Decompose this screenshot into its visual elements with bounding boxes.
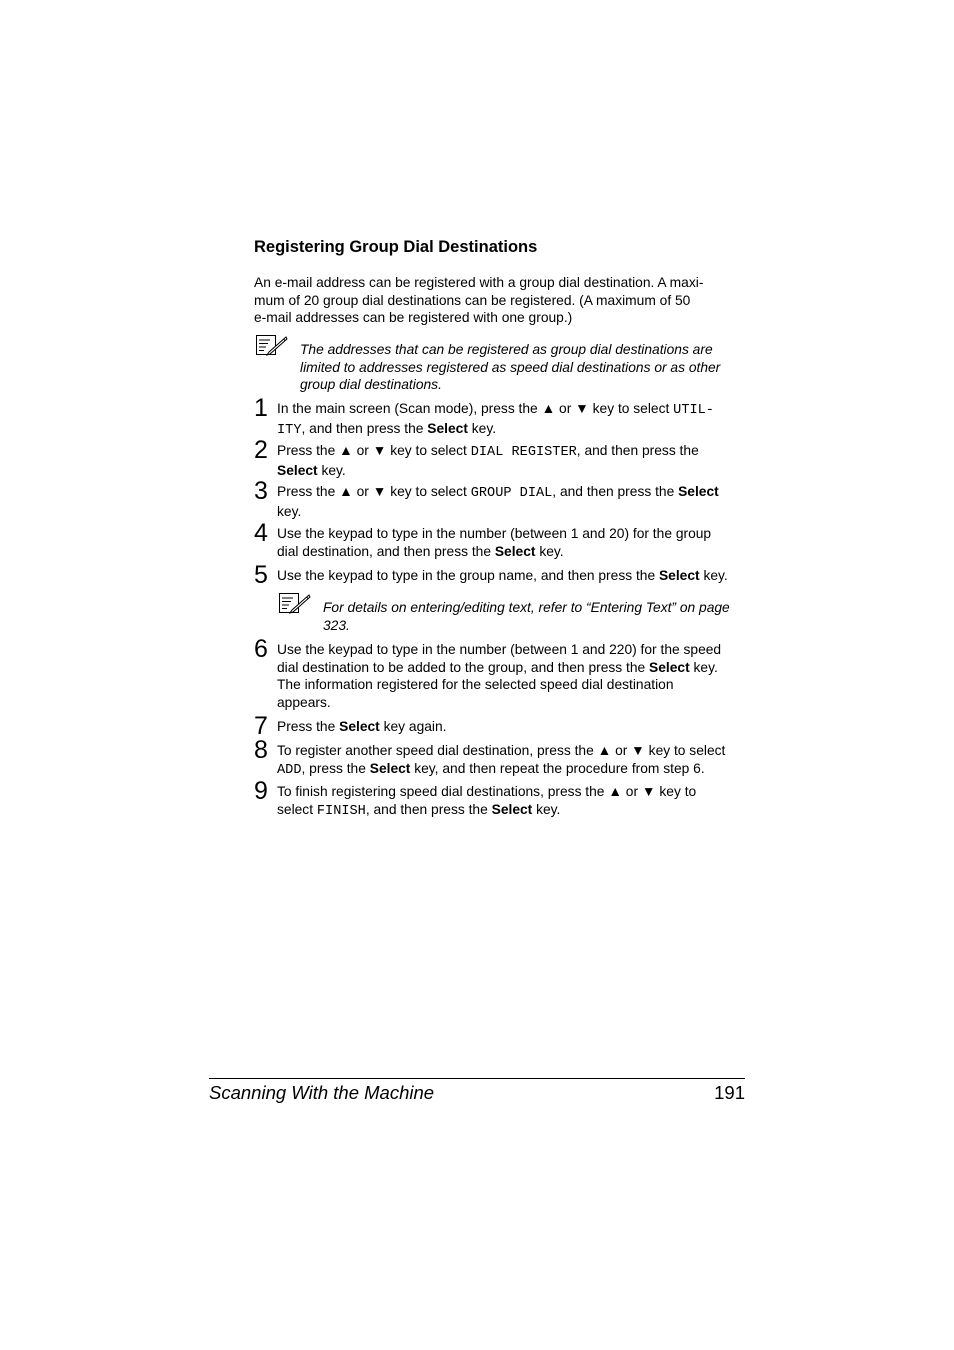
note-line: limited to addresses registered as speed dial destinations or as other [300,359,721,375]
step-text-part: Use the keypad to type in the group name, and then press the [277,568,659,583]
step-text [277,783,749,820]
display-text: UTIL- [673,403,714,418]
step-text-part: To register another speed dial destination, press the ▲ or ▼ key to select [277,743,726,758]
key-name: Select [427,420,468,436]
intro-line: An e-mail address can be registered with a group dial destination. A maxi- [254,275,704,290]
step-text [277,742,749,779]
note-line: The addresses that can be registered as group dial destinations are [300,342,713,357]
step-text-part: Press the ▲ or ▼ key to select [277,443,471,458]
note-pencil-icon [255,334,289,356]
step-number: 4 [254,519,268,547]
intro-paragraph [254,274,734,327]
key-name: Select [369,760,411,776]
step-text-part: key. [467,420,497,436]
display-text: ITY [277,422,302,438]
step-number: 3 [254,477,268,505]
step-text [277,718,749,736]
note-text [323,599,753,634]
step-number: 7 [254,712,268,740]
key-name: Select [658,568,700,583]
step-number: 6 [254,635,268,663]
display-text: GROUP DIAL [470,486,553,501]
footer-title: Scanning With the Machine [209,1082,435,1103]
step-text-part: , and then press the [301,420,428,436]
intro-line: mum of 20 group dial destinations can be registered. (A maximum of 50 [254,292,691,308]
step-text-part: , and then press the [552,484,679,499]
key-name: Select [277,462,318,478]
step-number: 2 [254,436,268,464]
key-name: Select [339,719,380,734]
step-text-part: , and then press the [365,801,492,817]
step-number: 5 [254,561,268,589]
step-text-part: key. [532,801,561,817]
step-text [277,641,749,711]
step-text-part: Press the ▲ or ▼ key to select [277,484,471,499]
step-text-part: key. [317,462,346,478]
step-text-part: key, and then repeat the procedure from step 6. [410,760,705,776]
step-text-part: In the main screen (Scan mode), press the ▲ or ▼ key to select [277,401,674,416]
note-pencil-icon [278,592,312,614]
step-text-part: , and then press the [576,443,699,458]
step-number: 9 [254,777,268,805]
step-number: 1 [254,394,268,422]
step-text-part: To finish registering speed dial destinations, press the ▲ or ▼ key to [277,784,697,799]
step-text [277,442,749,479]
page-number: 191 [714,1082,745,1103]
note-line: For details on entering/editing text, refer to “Entering Text” on page [323,600,730,615]
key-name: Select [649,659,690,675]
step-text-part: select [277,801,317,817]
step-text [277,567,749,585]
step-text [277,525,749,560]
display-text: DIAL REGISTER [470,445,577,460]
section-heading: Registering Group Dial Destinations [254,238,538,256]
footer-divider [209,1078,745,1079]
step-text-part: Use the keypad to type in the number (between 1 and 20) for the group [277,526,712,541]
step-text-part: Use the keypad to type in the number (between 1 and 220) for the speed [277,642,722,657]
step-text-part: appears. [277,694,331,710]
intro-line: e-mail addresses can be registered with one group.) [254,310,573,326]
step-text-part: dial destination, and then press the [277,543,495,559]
note-line: 323. [323,617,350,633]
display-text: FINISH [316,803,366,819]
step-text-part: key. [689,659,718,675]
step-number: 8 [254,736,268,764]
step-text [277,400,749,439]
step-text-part: dial destination to be added to the group, and then press the [277,659,650,675]
step-text-part: key. [535,543,564,559]
step-text-part: Press the [277,719,340,734]
display-text: ADD [277,762,302,778]
key-name: Select [491,801,533,817]
step-text-part: key. [277,503,302,519]
note-line: group dial destinations. [300,377,442,393]
step-text-part: key again. [379,719,447,734]
key-name: Select [494,543,536,559]
step-text-part: The information registered for the selected speed dial destination [277,677,674,693]
key-name: Select [678,484,719,499]
step-text-part: , press the [301,760,370,776]
step-text [277,483,749,520]
step-text-part: key. [699,568,728,583]
note-text [300,341,750,394]
